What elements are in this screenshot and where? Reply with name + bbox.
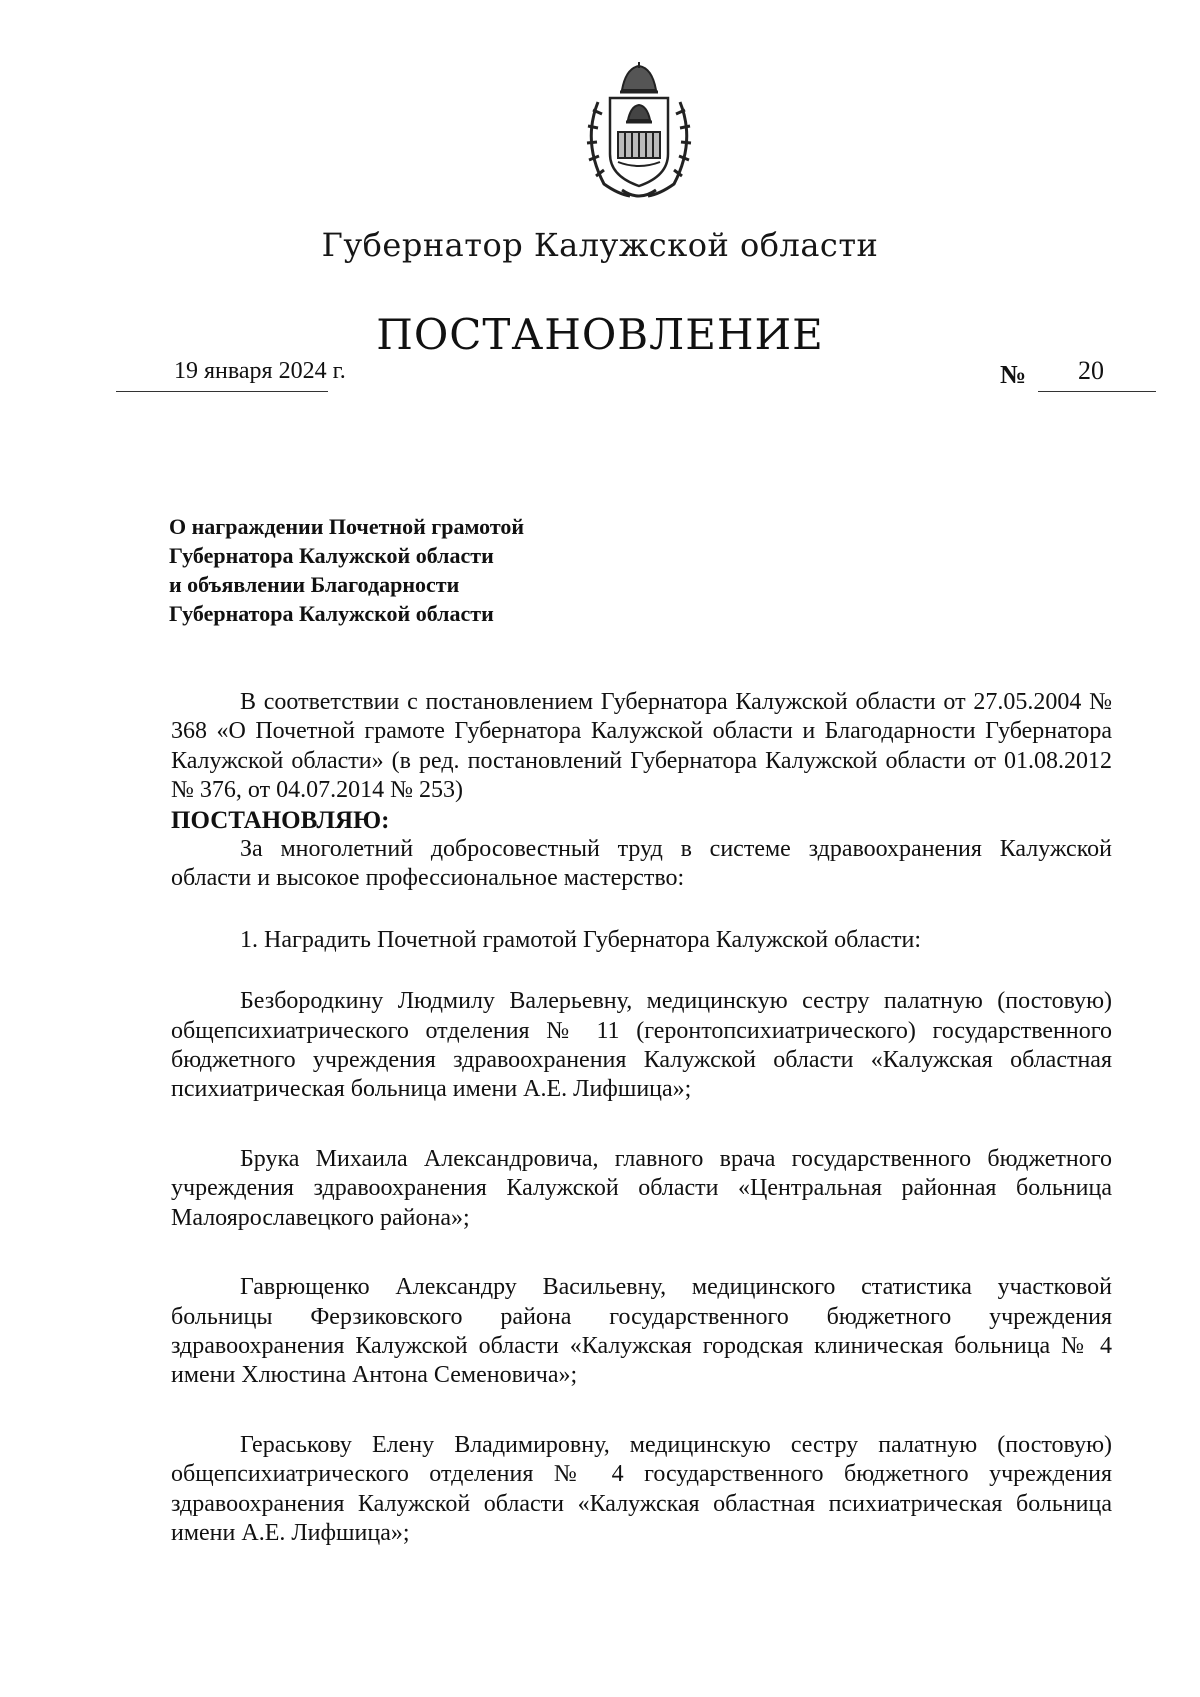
document-date: 19 января 2024 г. — [174, 358, 346, 384]
decree-word: ПОСТАНОВЛЯЮ: — [171, 806, 390, 834]
number-underline — [1038, 391, 1156, 392]
subject-line: и объявлении Благодарности — [169, 572, 460, 597]
item-1-heading: 1. Наградить Почетной грамотой Губернатора Калужской области: — [240, 926, 922, 953]
document-number: 20 — [1078, 356, 1104, 385]
date-field — [116, 358, 346, 390]
preamble-paragraph: В соответствии с постановлением Губернатора Калужской области от 27.05.2004 № 368 «О Почетной грамоте Губернатора Калужской области и Благодарности Губернатора Калужской области» (в ред. постановлений Губернатора Калужской области от 01.08.2012 № 376, от 04.07.2014 № 253) — [171, 689, 1112, 804]
subject-line: Губернатора Калужской области — [169, 601, 494, 626]
awardee-paragraph: Гераськову Елену Владимировну, медицинскую сестру палатную (постовую) общепсихиатрического отделения № 4 государственного бюджетного учреждения здравоохранения Калужской области «Калужская областная психиатрическая больница имени А.Е. Лифшица»; — [171, 1431, 1112, 1546]
subject-line — [169, 541, 610, 570]
awardee-paragraph: Гаврющенко Александру Васильевну, медицинского статистика участковой больницы Ферзиковского района государственного бюджетного учреждения здравоохранения Калужской области «Калужская городская клиническая больница № 4 имени Хлюстина Антона Семеновича»; — [171, 1274, 1112, 1389]
number-sign: № — [1000, 360, 1027, 389]
coat-of-arms-emblem — [578, 62, 700, 202]
reason-paragraph: За многолетний добросовестный труд в системе здравоохранения Калужской области и высокое профессиональное мастерство: — [171, 836, 1112, 892]
number-field — [1000, 356, 1160, 390]
subject-line: О награждении Почетной грамотой — [169, 514, 525, 539]
date-underline — [116, 391, 328, 392]
document-subject — [169, 512, 610, 628]
issuing-authority-title: Губернатор Калужской области — [321, 226, 879, 264]
awardee-paragraph: Безбородкину Людмилу Валерьевну, медицинскую сестру палатную (постовую) общепсихиатрического отделения № 11 (геронтопсихиатрического) государственного бюджетного учреждения здравоохранения Калужской области «Калужская областная психиатрическая больница имени А.Е. Лифшица»; — [171, 988, 1112, 1103]
document-body — [171, 688, 1112, 1548]
document-type-title: ПОСТАНОВЛЕНИЕ — [376, 310, 824, 359]
subject-line-2: Губернатора Калужской области — [169, 543, 494, 568]
awardee-paragraph: Брука Михаила Александровича, главного врача государственного бюджетного учреждения здравоохранения Калужской области «Центральная районная больница Малоярославецкого района»; — [171, 1145, 1112, 1231]
